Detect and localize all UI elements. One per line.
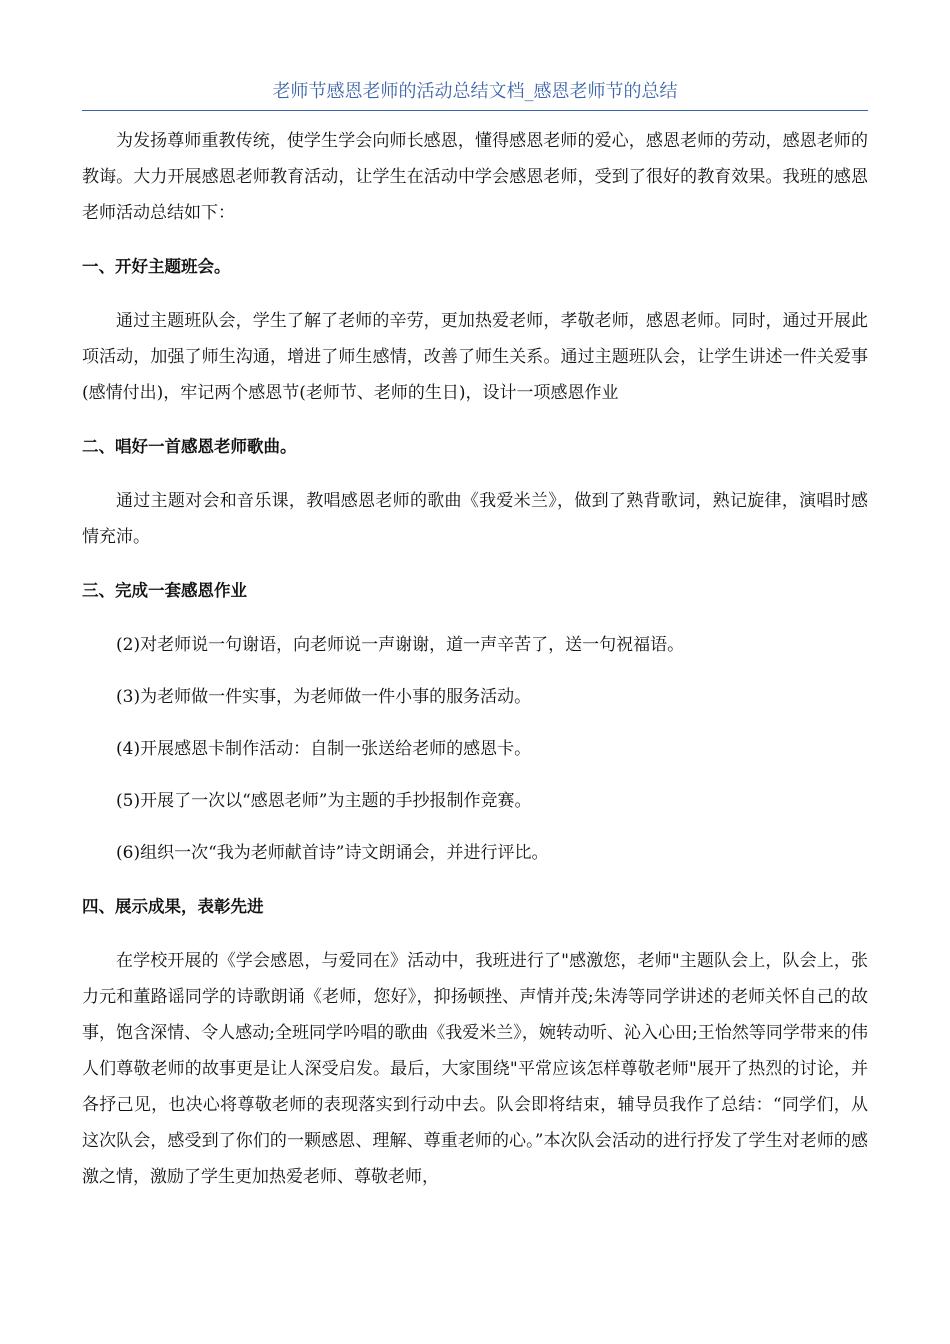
intro-paragraph: 为发扬尊师重教传统，使学生学会向师长感恩，懂得感恩老师的爱心，感恩老师的劳动，感恩老师的教诲。大力开展感恩老师教育活动，让学生在活动中学会感恩老师，受到了很好的教育效果。我班的感恩老师活动总结如下： — [82, 131, 868, 223]
document-page — [82, 78, 868, 1195]
section-3-item: (4)开展感恩卡制作活动：自制一张送给老师的感恩卡。 — [116, 739, 532, 759]
section-2-heading: 二、唱好一首感恩老师歌曲。 — [82, 437, 297, 456]
section-2-body: 通过主题对会和音乐课，教唱感恩老师的歌曲《我爱米兰》，做到了熟背歌词，熟记旋律，演唱时感情充沛。 — [82, 491, 868, 547]
section-4-body: 在学校开展的《学会感恩，与爱同在》活动中，我班进行了"感激您，老师"主题队会上，队会上，张力元和董路谣同学的诗歌朗诵《老师，您好》，抑扬顿挫、声情并茂;朱涛等同学讲述的老师关怀自己的故事，饱含深情、令人感动;全班同学吟唱的歌曲《我爱米兰》，婉转动听、沁入心田;王怡然等同学带来的伟人们尊敬老师的故事更是让人深受启发。最后，大家围绕"平常应该怎样尊敬老师"展开了热烈的讨论，并各抒己见，也决心将尊敬老师的表现落实到行动中去。队会即将结束，辅导员我作了总结：“同学们，从这次队会，感受到了你们的一颗感恩、理解、尊重老师的心。”本次队会活动的进行抒发了学生对老师的感激之情，激励了学生更加热爱老师、尊敬老师， — [82, 951, 868, 1187]
document-title: 老师节感恩老师的活动总结文档_感恩老师节的总结 — [82, 78, 868, 111]
section-3-item: (3)为老师做一件实事，为老师做一件小事的服务活动。 — [116, 687, 532, 707]
section-3-heading: 三、完成一套感恩作业 — [82, 581, 247, 600]
section-3-item: (5)开展了一次以“感恩老师”为主题的手抄报制作竞赛。 — [116, 791, 532, 811]
section-1-heading: 一、开好主题班会。 — [82, 257, 231, 276]
section-4-heading: 四、展示成果，表彰先进 — [82, 897, 264, 916]
section-1-body: 通过主题班队会，学生了解了老师的辛劳，更加热爱老师，孝敬老师，感恩老师。同时，通过开展此项活动，加强了师生沟通，增进了师生感情，改善了师生关系。通过主题班队会，让学生讲述一件关爱事(感情付出)，牢记两个感恩节(老师节、老师的生日)，设计一项感恩作业 — [82, 311, 868, 403]
section-3-item: (6)组织一次“我为老师献首诗”诗文朗诵会，并进行评比。 — [116, 843, 549, 863]
section-3-item: (2)对老师说一句谢语，向老师说一声谢谢，道一声辛苦了，送一句祝福语。 — [116, 635, 685, 655]
